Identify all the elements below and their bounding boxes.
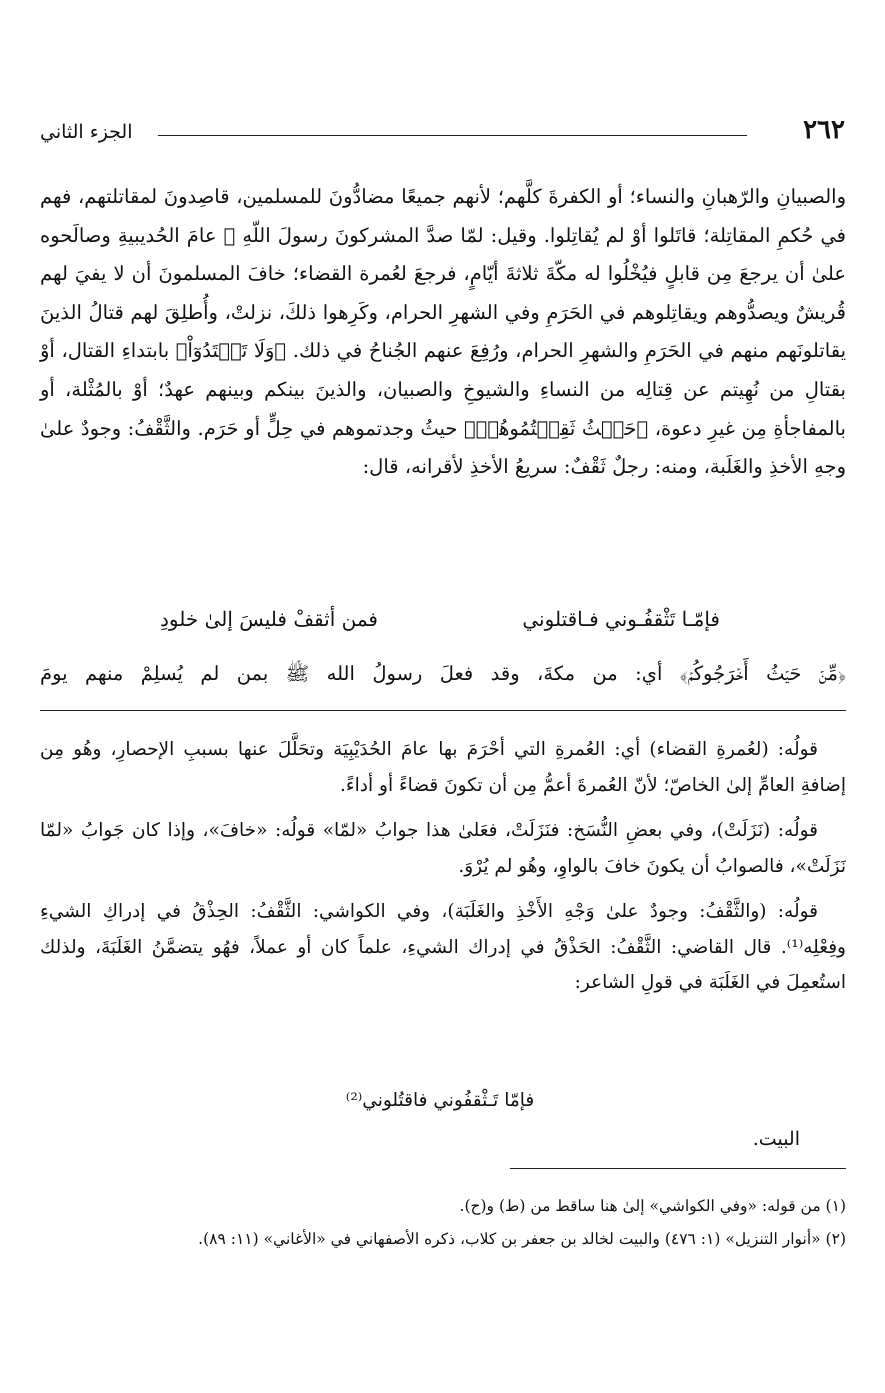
verse-first-half: فإمّـا تَثْقفُـوني فـاقتلوني xyxy=(522,607,720,631)
main-last-line: ﴿مِّنۡ حَيۡثُ أَخۡرَجُوكُمۡ﴾ أي: من مكةَ، وقد فعلَ رسولُ الله ﷺ بمن لم يُسلِمْ منهم يومَ xyxy=(40,662,846,685)
main-paragraph: والصبيانِ والرّهبانِ والنساء؛ أو الكفرةَ كلَّهم؛ لأنهم جميعًا مضادُّونَ للمسلمين، قاصِدونَ لمقاتلتهم، فهم في حُكمِ المقاتِلة؛ قاتَلوا أوْ لم يُقاتِلوا. وقيل: لمّا صدَّ المشركونَ رسولَ اللّهِ ﷺ عامَ الحُديبيةِ وصالَحوه علىٰ أن يرجعَ مِن قابلٍ فيُخْلُوا له مكّةَ ثلاثةَ أيّامٍ، فرجعَ لعُمرة القضاء؛ خافَ المسلمونَ أن لا يفيَ لهم قُريشٌ ويصدُّوهم ويقاتِلوهم في الحَرَمِ وفي الشهرِ الحرام، وكَرِهوا ذلكَ، نزلتْ، وأُطلِقَ لهم قتالُ الذينَ يقاتلونَهم منهم في الحَرَمِ والشهرِ الحرام، ورُفِعَ عنهم الجُناحُ في ذلك. ﴿وَلَا تَعۡتَدُوٓاْ﴾ بابتداءِ القتال، أوْ بقتالِ من نُهِيتم عن قِتالِه من النساءِ والشيوخِ والصبيان، والذينَ بينكم وبينهم عهدٌ؛ أوْ بالمُثْلة، أو بالمفاجأةِ مِن غيرِ دعوة، ﴿حَيۡثُ ثَقِفۡتُمُوهُمۡ﴾ حيثُ وجدتموهم في حِلٍّ أو حَرَم. والثَّقْفُ: وجودٌ علىٰ وجهِ الأخذِ والغَلَبة، ومنه: رجلٌ ثَقْفٌ: سريعُ الأخذِ لأقرانه، قال: xyxy=(40,185,846,479)
main-text xyxy=(40,178,846,487)
part-title: الجزء الثاني xyxy=(40,121,133,143)
poetry-verse xyxy=(120,607,720,647)
commentary-separator xyxy=(40,710,846,711)
commentary-end: البيت. xyxy=(752,1128,800,1150)
commentary-paragraph: قولُه: (لعُمرةِ القضاء) أي: العُمرةِ التي أحْرَمَ بها عامَ الحُدَيْبِيَة وتحَلَّلَ عنها بسببِ الإحصارِ، وهُو مِن إضافةِ العامِّ إلىٰ الخاصّ؛ لأنّ العُمرةَ أعمُّ مِن أن تكونَ قضاءً أو أداءً. xyxy=(40,739,846,796)
header-rule xyxy=(158,135,747,136)
commentary xyxy=(40,732,846,1011)
footnote-rule xyxy=(510,1168,846,1169)
page-number: ٢٦٢ xyxy=(803,115,845,145)
verse-second-half: فمن أثقفْ فليسَ إلىٰ خلودِ xyxy=(160,607,378,631)
footnote: (٢) «أنوار التنزيل» (١: ٤٧٦) والبيت لخالد بن جعفر بن كلاب، ذكره الأصفهاني في «الأغاني» (١١: ٨٩). xyxy=(198,1230,846,1248)
commentary-paragraph: قولُه: (والثَّقْفُ: وجودٌ علىٰ وَجْهِ الأَخْذِ والغَلَبَة)، وفي الكواشي: الثَّقْفُ: الحِذْقُ في إدراكِ الشيءِ وفِعْلِه⁽¹⁾. قال القاضي: الثَّقْفُ: الحَذْقُ في إدراك الشيءِ، علماً كان أو عملاً، فهُو يتضمَّنُ الغَلَبَةَ، ولذلك استُعمِلَ في الغَلَبَة في قولِ الشاعر: xyxy=(40,901,846,993)
commentary-paragraph: قولُه: (نَزَلَتْ)، وفي بعضِ النُّسَخ: فنَزَلَتْ، فعَلىٰ هذا جوابُ «لمّا» قولُه: «خافَ»، وإذا كان جَوابُ «لمّا نَزَلَتْ»، فالصوابُ أن يكونَ خافَ بالواوِ، وهُو لم يُرْوَ. xyxy=(40,820,846,877)
footnotes xyxy=(40,1190,846,1256)
commentary-verse: فإمّا تَـثْقفُوني فاقتُلوني⁽²⁾ xyxy=(345,1090,535,1111)
footnote: (١) من قوله: «وفي الكواشي» إلىٰ هنا ساقط من (ط) و(ح). xyxy=(459,1197,846,1215)
page-header xyxy=(40,115,845,155)
